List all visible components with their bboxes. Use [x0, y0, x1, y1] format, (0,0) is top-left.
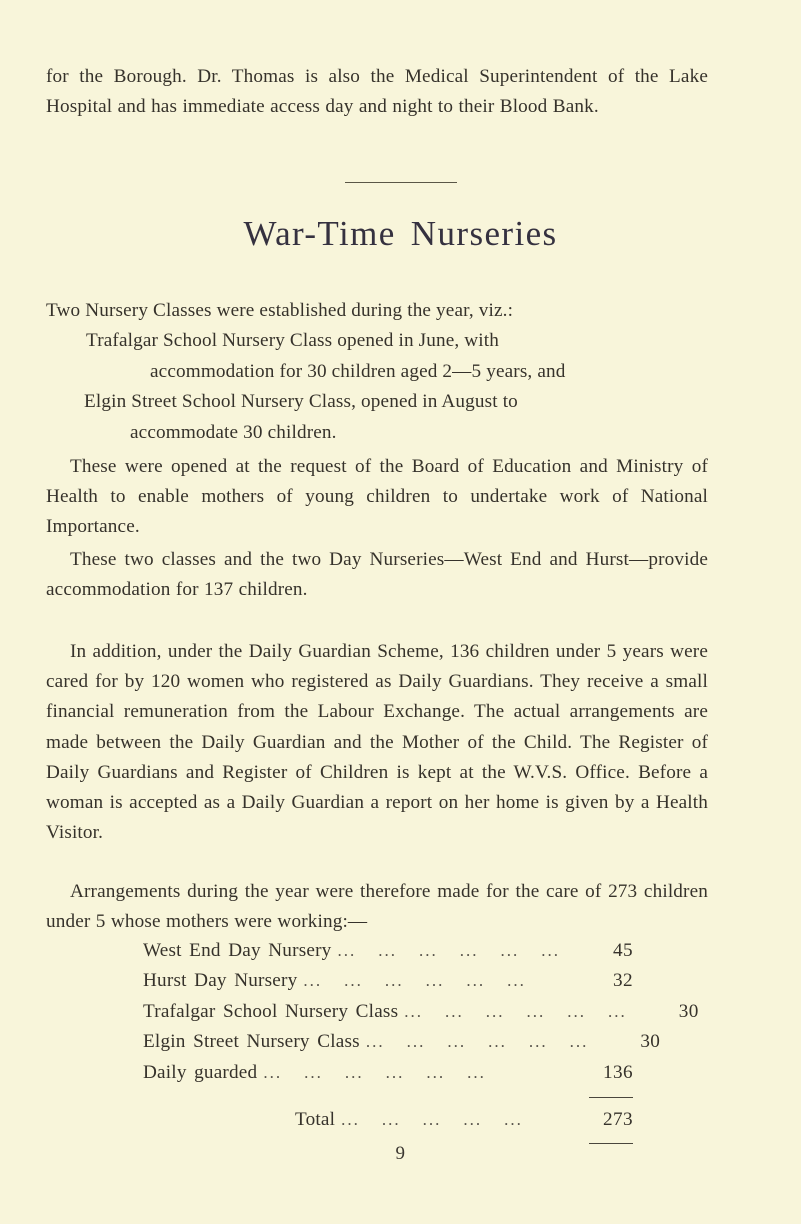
- intro-line: Trafalgar School Nursery Class opened in June, with: [86, 330, 500, 352]
- row-label: Trafalgar School Nursery Class: [143, 1000, 399, 1022]
- paragraph-arrangements: Arrangements during the year were therefore made for the care of 273 children under 5 whose mothers were working:—: [46, 881, 708, 933]
- row-value: 45: [613, 940, 633, 961]
- row-value: 32: [613, 970, 633, 992]
- leader-dots: ... ... ... ... ...: [341, 1110, 523, 1130]
- paragraph-block-board-of-education: [46, 452, 708, 543]
- row-label: Hurst Day Nursery: [143, 970, 298, 992]
- row-value: 136: [603, 1061, 633, 1083]
- leader-dots: ... ... ... ... ... ...: [337, 941, 560, 960]
- total-label: Total: [295, 1109, 336, 1131]
- paragraph-block-two-classes: [46, 545, 708, 605]
- page-number: 9: [395, 1143, 406, 1164]
- intro-block: [46, 296, 708, 448]
- leader-dots: ... ... ... ... ... ...: [263, 1062, 486, 1082]
- row-label: Elgin Street Nursery Class: [143, 1031, 360, 1053]
- intro-line: Elgin Street School Nursery Class, opened in August to: [84, 391, 518, 413]
- paragraph-two-classes: These two classes and the two Day Nurseries—West End and Hurst—provide accommodation for 137 children.: [46, 549, 708, 601]
- page-title: War-Time Nurseries: [243, 214, 558, 253]
- leader-dots: ... ... ... ... ... ...: [303, 971, 526, 991]
- leader-dots: ... ... ... ... ... ...: [404, 1001, 627, 1021]
- intro-line: accommodation for 30 children aged 2—5 years, and: [150, 360, 566, 382]
- row-value: 30: [678, 1000, 699, 1022]
- total-rule-above: [589, 1097, 633, 1098]
- section-heading-block: [0, 182, 801, 254]
- paragraph-board-of-education: These were opened at the request of the Board of Education and Ministry of Health to enable mothers of young children to undertake work of National Importance.: [46, 456, 708, 538]
- table-row: [143, 966, 633, 996]
- row-label: Daily guarded: [143, 1061, 258, 1083]
- table-row: [143, 936, 633, 966]
- table-row: [143, 997, 699, 1027]
- leader-dots: ... ... ... ... ... ...: [365, 1032, 589, 1052]
- table-row: [143, 1058, 633, 1088]
- row-label: West End Day Nursery: [143, 940, 332, 961]
- table-total-row: [143, 1105, 633, 1135]
- statistics-table: [143, 936, 699, 1144]
- continuation-paragraph: for the Borough. Dr. Thomas is also the Medical Superintendent of the Lake Hospital and has immediate access day and night to their Blood Bank.: [46, 66, 708, 118]
- table-row: [143, 1027, 661, 1057]
- paragraph-daily-guardian-scheme: In addition, under the Daily Guardian Scheme, 136 children under 5 years were cared for by 120 women who registered as Daily Guardians. They receive a small financial remuneration from the Labour Exchange. The actual arrangements are made between the Daily Guardian and the Mother of the Child. The Register of Daily Guardians and Register of Children is kept at the W.V.S. Office. Before a woman is accepted as a Daily Guardian a report on her home is given by a Health Visitor.: [46, 641, 708, 844]
- paragraph-block-arrangements: [46, 877, 708, 937]
- row-value: 30: [640, 1031, 661, 1053]
- intro-line: accommodate 30 children.: [130, 421, 337, 443]
- total-value: 273: [603, 1109, 633, 1131]
- continuation-paragraph-block: [46, 62, 708, 122]
- intro-line: Two Nursery Classes were established during the year, viz.:: [46, 300, 514, 321]
- heading-divider-rule: [345, 182, 457, 183]
- paragraph-block-daily-guardian-scheme: [46, 637, 708, 848]
